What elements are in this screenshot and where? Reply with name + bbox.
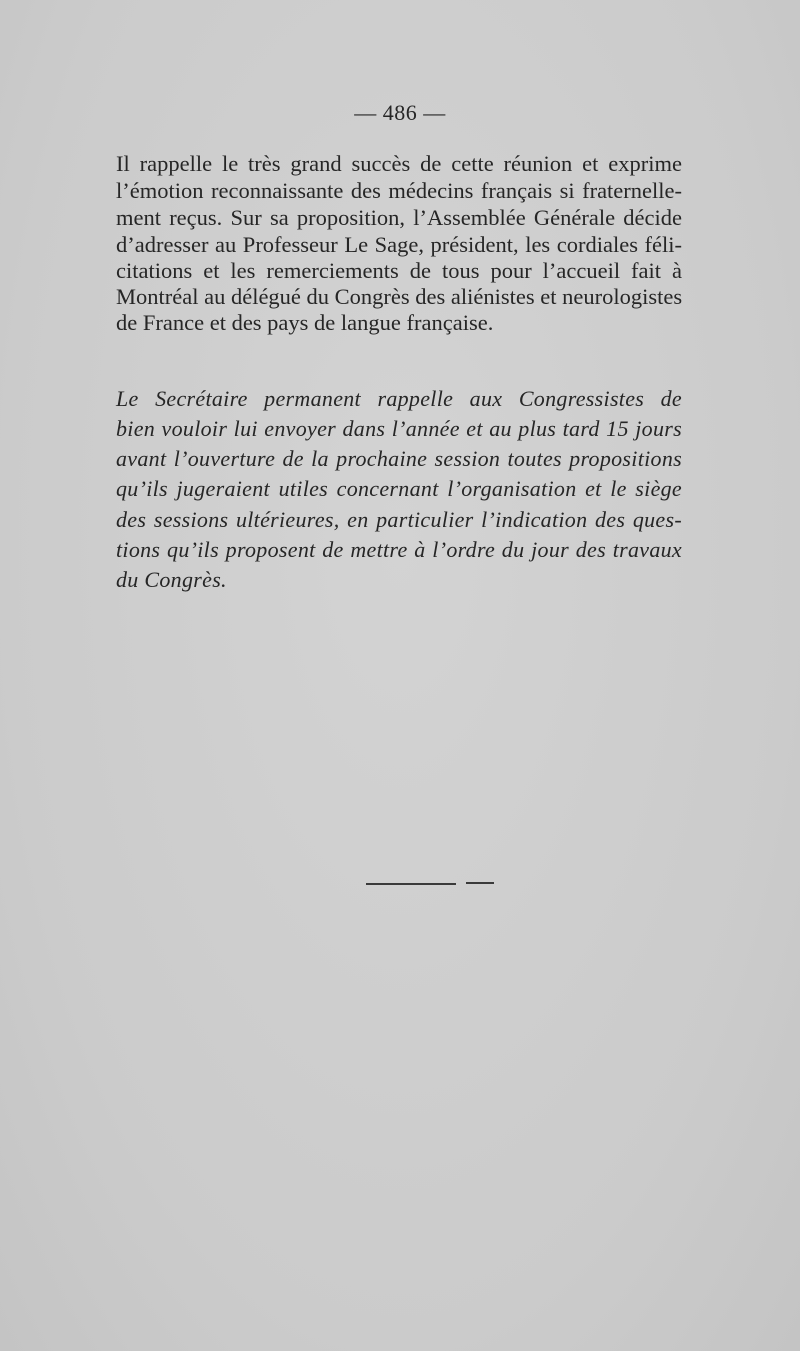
text-line: qu’ils jugeraient utiles concernant l’organisation et le siège <box>116 476 682 501</box>
text-line: du Congrès. <box>116 567 227 592</box>
text-line: d’adresser au Professeur Le Sage, président, les cordiales féli- <box>116 232 682 257</box>
text-line: citations et les remerciements de tous pour l’accueil fait à <box>116 258 682 283</box>
text-line: des sessions ultérieures, en particulier l’indication des ques- <box>116 507 682 532</box>
text-line: Il rappelle le très grand succès de cette réunion et exprime <box>116 151 682 176</box>
text-line: ment reçus. Sur sa proposition, l’Assemblée Générale décide <box>116 205 682 230</box>
text-line: avant l’ouverture de la prochaine session toutes propositions <box>116 446 682 471</box>
end-rule <box>366 883 456 885</box>
end-rule-tail <box>466 882 494 884</box>
text-line: Montréal au délégué du Congrès des aliénistes et neurologistes <box>116 284 683 309</box>
text-line: tions qu’ils proposent de mettre à l’ordre du jour des travaux <box>116 537 682 562</box>
text-line: l’émotion reconnaissante des médecins français si fraternelle- <box>116 178 682 203</box>
text-line: de France et des pays de langue française. <box>116 310 494 335</box>
text-line: bien vouloir lui envoyer dans l’année et au plus tard 15 jours <box>116 416 682 441</box>
page-number: — 486 — <box>354 100 446 125</box>
text-line: Le Secrétaire permanent rappelle aux Congressistes de <box>116 386 682 411</box>
